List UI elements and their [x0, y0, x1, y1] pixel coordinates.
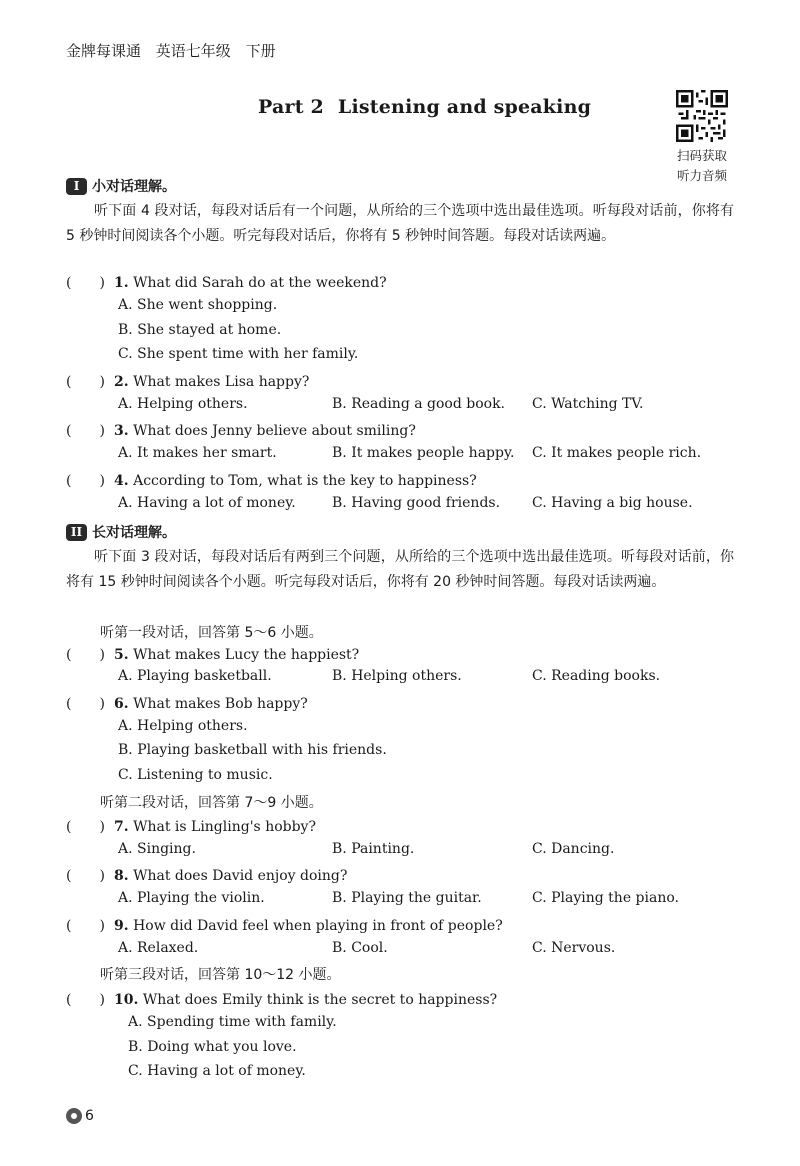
- section-2-title: 长对话理解。: [92, 525, 176, 541]
- option: C. Listening to music.: [118, 767, 273, 783]
- option: C. Reading books.: [532, 668, 661, 684]
- qr-code-icon[interactable]: [676, 90, 728, 142]
- question-6: ( ) 6. What makes Bob happy?: [66, 693, 308, 713]
- option: A. It makes her smart.: [118, 445, 277, 461]
- option: A. Playing basketball.: [118, 668, 272, 684]
- part-label: Part 2: [258, 96, 324, 118]
- option: A. Spending time with family.: [128, 1014, 337, 1030]
- option: B. She stayed at home.: [118, 322, 282, 338]
- book-title: 金牌每课通: [66, 42, 142, 60]
- page-marker-icon: [66, 1108, 82, 1124]
- option: C. It makes people rich.: [532, 445, 702, 461]
- option: B. Painting.: [332, 841, 415, 857]
- option: C. Having a lot of money.: [128, 1063, 306, 1079]
- option: A. Relaxed.: [118, 940, 199, 956]
- option: A. Helping others.: [118, 718, 248, 734]
- page-footer: [66, 1108, 94, 1124]
- qr-caption-line1: 扫码获取: [676, 148, 727, 163]
- dialogue-1-instruction: 听第一段对话，回答第 5～6 小题。: [100, 625, 323, 641]
- option: B. Reading a good book.: [332, 396, 506, 412]
- option: B. Having good friends.: [332, 495, 501, 511]
- section-1-badge: I: [66, 178, 87, 195]
- answer-blank[interactable]: ( ): [66, 868, 105, 884]
- option: C. Playing the piano.: [532, 890, 679, 906]
- option: A. Having a lot of money.: [118, 495, 296, 511]
- answer-blank[interactable]: ( ): [66, 374, 105, 390]
- section-1-instructions: 听下面 4 段对话，每段对话后有一个问题，从所给的三个选项中选出最佳选项。听每段对话前，你将有 5 秒钟时间阅读各个小题。听完每段对话后，你将有 5 秒钟时间答题。每段对话读两遍。: [66, 203, 734, 244]
- answer-blank[interactable]: ( ): [66, 275, 105, 291]
- option: C. Watching TV.: [532, 396, 644, 412]
- option: A. Helping others.: [118, 396, 248, 412]
- option: A. Singing.: [118, 841, 196, 857]
- section-1-heading: [66, 176, 176, 196]
- dialogue-3-instruction: 听第三段对话，回答第 10～12 小题。: [100, 967, 341, 983]
- option: A. She went shopping.: [118, 297, 278, 313]
- answer-blank[interactable]: ( ): [66, 423, 105, 439]
- section-2-badge: II: [66, 524, 87, 541]
- section-2-heading: [66, 522, 176, 542]
- section-2-instructions: 听下面 3 段对话，每段对话后有两到三个问题，从所给的三个选项中选出最佳选项。听每段对话前，你将有 15 秒钟时间阅读各个小题。听完每段对话后，你将有 20 秒钟时间答题。每段对话读两遍。: [66, 549, 734, 590]
- option: C. Dancing.: [532, 841, 615, 857]
- answer-blank[interactable]: ( ): [66, 647, 105, 663]
- question-7: ( ) 7. What is Lingling's hobby?: [66, 816, 316, 836]
- answer-blank[interactable]: ( ): [66, 696, 105, 712]
- part-title: [258, 96, 591, 118]
- answer-blank[interactable]: ( ): [66, 473, 105, 489]
- question-5: ( ) 5. What makes Lucy the happiest?: [66, 644, 359, 664]
- answer-blank[interactable]: ( ): [66, 918, 105, 934]
- part-heading: Listening and speaking: [337, 96, 592, 118]
- answer-blank[interactable]: ( ): [66, 819, 105, 835]
- option: C. Having a big house.: [532, 495, 693, 511]
- question-8: ( ) 8. What does David enjoy doing?: [66, 865, 347, 885]
- running-header: [66, 40, 286, 61]
- option: B. It makes people happy.: [332, 445, 515, 461]
- question-1: ( ) 1. What did Sarah do at the weekend?: [66, 272, 387, 292]
- option: B. Helping others.: [332, 668, 462, 684]
- option: C. Nervous.: [532, 940, 616, 956]
- subject-title: 英语七年级: [155, 42, 231, 60]
- option: B. Playing the guitar.: [332, 890, 482, 906]
- dialogue-2-instruction: 听第二段对话，回答第 7～9 小题。: [100, 795, 323, 811]
- page-number: 6: [85, 1108, 94, 1124]
- option: B. Doing what you love.: [128, 1039, 297, 1055]
- option: B. Cool.: [332, 940, 388, 956]
- question-9: ( ) 9. How did David feel when playing in front of people?: [66, 915, 503, 935]
- question-4: ( ) 4. According to Tom, what is the key to happiness?: [66, 470, 477, 490]
- option: C. She spent time with her family.: [118, 346, 359, 362]
- option: B. Playing basketball with his friends.: [118, 742, 387, 758]
- option: A. Playing the violin.: [118, 890, 265, 906]
- answer-blank[interactable]: ( ): [66, 992, 105, 1008]
- section-1-title: 小对话理解。: [92, 179, 176, 195]
- question-2: ( ) 2. What makes Lisa happy?: [66, 371, 309, 391]
- volume-title: 下册: [245, 42, 276, 60]
- qr-caption-line2: 听力音频: [676, 168, 727, 183]
- question-3: ( ) 3. What does Jenny believe about smiling?: [66, 420, 416, 440]
- question-10: ( ) 10. What does Emily think is the secret to happiness?: [66, 989, 497, 1009]
